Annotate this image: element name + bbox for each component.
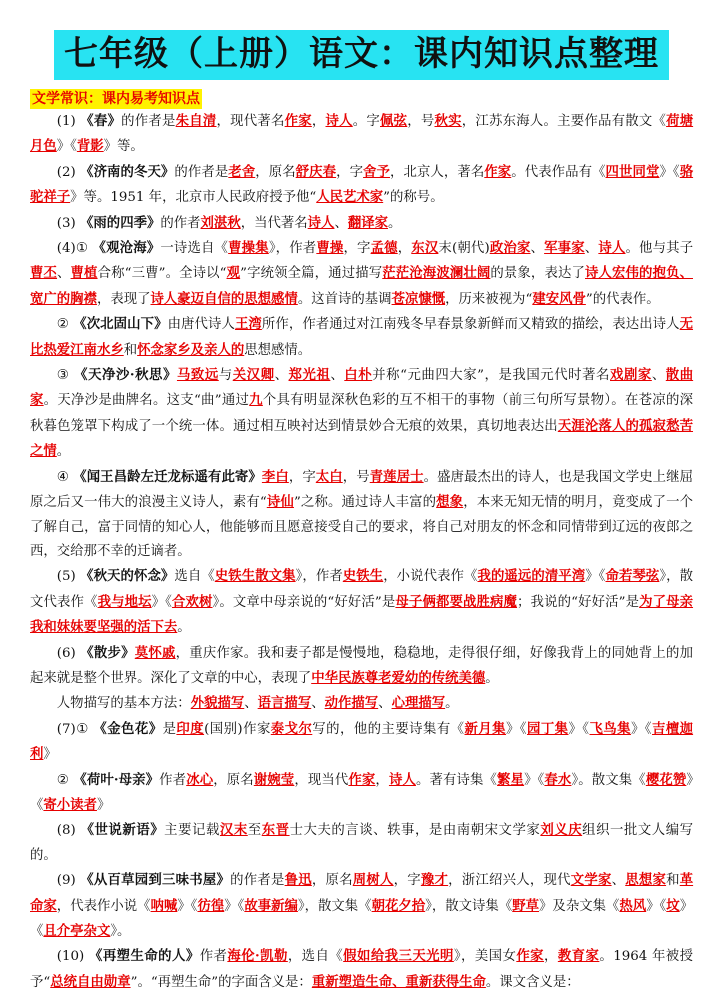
text-run: 。代表作品有《 — [511, 164, 606, 180]
key-term: 翻译家 — [347, 214, 389, 231]
text-run: ，原名 — [213, 772, 254, 788]
text-run: 》《 — [568, 721, 590, 737]
key-term: 作家 — [516, 948, 544, 965]
text-run: ，江苏东海人。主要作品有散文《 — [461, 114, 667, 129]
text-run: 》《 — [30, 898, 694, 939]
key-term: 马致远 — [176, 367, 219, 384]
text-run: 由唐代诗人 — [167, 317, 235, 333]
key-term: 曹丕 — [30, 265, 58, 282]
key-term: 作家 — [284, 113, 312, 129]
text-run: 》。文章中母亲说的“好好活”是 — [212, 594, 396, 610]
text-run: ，号 — [407, 114, 435, 129]
text-run: 末(朝代) — [438, 241, 490, 257]
text-run: ，重庆作家。我和妻子都是慢慢地，稳稳地，走得很仔细，好像我背上的同她背上的加起来就是整个世界。深化了文章的中心，表现了 — [30, 645, 694, 686]
key-term: 白朴 — [344, 367, 373, 384]
paragraph — [30, 236, 693, 312]
work-title: 《世说新语》 — [80, 822, 165, 839]
text-run: 选自《 — [174, 569, 215, 585]
key-term: 园丁集 — [527, 720, 569, 737]
key-term: 文学家 — [570, 872, 612, 889]
paragraph — [30, 768, 693, 819]
text-run: 合称“三曹”。全诗以“ — [97, 266, 227, 282]
key-term: 佩弦 — [380, 113, 408, 129]
text-run: 》《 — [224, 898, 245, 914]
text-run: ”的称号。 — [383, 190, 444, 206]
key-term: 繁星 — [497, 771, 525, 788]
text-run: ，选自《 — [287, 949, 344, 965]
text-run: 》《 — [631, 721, 652, 737]
text-run: ，北京人，著名 — [390, 164, 485, 180]
key-term: 荷塘月色 — [30, 113, 694, 155]
text-run: 、 — [274, 368, 289, 384]
key-term: 曹操 — [316, 240, 344, 257]
text-run: 。 — [485, 670, 499, 686]
text-run: 》，散文集《 — [297, 898, 372, 914]
text-run: ；我说的“好好活”是 — [517, 594, 640, 610]
key-term: 我的遥远的清平湾 — [477, 568, 586, 585]
key-term: 合欢树 — [171, 593, 213, 610]
work-title: 《雨的四季》 — [80, 214, 161, 231]
key-term: 军事家 — [544, 240, 585, 257]
key-term: 四世同堂 — [605, 163, 660, 180]
key-term: 海伦·凯勒 — [227, 948, 288, 965]
paragraph — [30, 641, 693, 692]
key-term: 秋实 — [434, 113, 462, 129]
text-run: 的作者是 — [121, 114, 176, 129]
key-term: 郑光祖 — [288, 367, 331, 384]
text-run: 》 — [43, 747, 57, 763]
key-term: 新月集 — [464, 720, 507, 737]
paragraph — [30, 818, 693, 868]
text-run: ”字统领全篇，通过描写 — [240, 266, 383, 282]
text-run: 。 — [56, 444, 71, 460]
key-term: 曹植 — [70, 265, 98, 282]
text-run: ， — [375, 772, 389, 788]
key-term: 春水 — [544, 771, 572, 788]
key-term: 老舍 — [228, 163, 256, 180]
key-term: 朝花夕拾 — [371, 897, 426, 914]
key-term: 莫怀戚 — [134, 644, 176, 661]
text-run: 。 — [177, 620, 191, 636]
text-run: (10) — [56, 949, 89, 965]
text-run: ，字 — [336, 164, 364, 180]
text-run: 》《 — [524, 772, 545, 788]
work-title: 《天净沙·秋思》 — [74, 367, 177, 384]
work-title: 《济南的冬天》 — [80, 163, 175, 180]
text-run: ，字 — [288, 469, 316, 485]
text-run: 、 — [334, 215, 348, 231]
text-run: 。这首诗的基调 — [297, 291, 392, 307]
key-term: 诗人豪迈自信的思想感情 — [150, 290, 298, 307]
key-term: 坟 — [666, 897, 680, 914]
text-run: 所作，作者通过对江南残冬早春景象新鲜而又精致的描绘，表达出诗人 — [261, 317, 680, 333]
text-run: 》。散文集《 — [571, 772, 646, 788]
text-run: (6) — [56, 645, 81, 661]
text-run: 、 — [378, 696, 392, 712]
text-run: ，号 — [342, 469, 370, 485]
key-term: 寄小读者 — [43, 796, 97, 813]
key-term: 茫茫沧海波澜壮阔 — [382, 265, 491, 282]
content-body — [30, 109, 693, 995]
section-header-row — [30, 88, 693, 109]
text-run: (8) — [56, 823, 81, 839]
text-run: 》，散文诗集《 — [425, 898, 513, 914]
text-run: ，字 — [343, 241, 371, 257]
text-run: ”之称。通过诗人丰富的 — [293, 495, 437, 511]
text-run: 主要记载 — [164, 823, 220, 839]
key-term: 思想家 — [625, 872, 667, 889]
key-term: 革命家 — [30, 872, 694, 914]
key-term: 诗人 — [388, 771, 416, 788]
key-term: 野草 — [512, 897, 540, 914]
key-term: 史铁生 — [342, 568, 384, 585]
key-term: 九 — [249, 392, 263, 409]
text-run: 、 — [330, 368, 345, 384]
key-term: 故事新编 — [244, 897, 298, 914]
text-run: 与 — [218, 368, 233, 384]
text-run: (3) — [56, 215, 81, 231]
key-term: 周树人 — [352, 872, 394, 889]
title-banner — [30, 30, 693, 80]
key-term: 母子俩都要战胜病魔 — [395, 593, 518, 610]
text-run: ， — [311, 114, 326, 129]
work-title: 《秋天的怀念》 — [80, 568, 175, 585]
key-term: 吉檀迦利 — [30, 720, 694, 763]
paragraph — [30, 465, 693, 565]
text-run: 的作者 — [160, 215, 201, 231]
text-run: ，代表作小说《 — [56, 898, 151, 914]
key-term: 苍凉慷慨 — [391, 290, 446, 307]
key-term: 汉末 — [219, 822, 248, 839]
key-term: 呐喊 — [150, 897, 178, 914]
text-run: 是 — [162, 721, 177, 737]
paragraph — [30, 211, 693, 236]
paragraph — [30, 109, 693, 160]
text-run: ② — [56, 772, 74, 788]
key-term: 我与地坛 — [97, 593, 152, 610]
text-run: 组织一批文人编写的。 — [30, 823, 694, 863]
work-title: 《次北固山下》 — [73, 316, 168, 333]
text-run: 。天净沙是曲牌名。这支“曲”通过 — [43, 393, 250, 409]
key-term: 重新塑造生命、重新获得生命 — [311, 973, 486, 990]
key-term: 且介亭杂文 — [43, 923, 111, 939]
key-term: 心理描写 — [391, 695, 446, 712]
key-term: 为了母亲我和妹妹要坚强的活下去 — [30, 593, 694, 636]
work-title: 《荷叶·母亲》 — [73, 771, 160, 788]
key-term: 王湾 — [234, 316, 262, 333]
key-term: 背影 — [76, 138, 104, 155]
text-run: 。他与其子 — [625, 241, 694, 257]
text-run: 思想感情。 — [244, 342, 312, 358]
text-run: 》 — [96, 797, 111, 813]
key-term: 樱花赞 — [645, 771, 687, 788]
text-run: 。 — [445, 696, 459, 712]
text-run: 。著有诗集《 — [415, 772, 498, 788]
key-term: 朱自清 — [175, 113, 217, 129]
key-term: 舍予 — [363, 163, 390, 180]
text-run: 写的，他的主要诗集有《 — [312, 721, 465, 737]
page-title: 七年级（上册）语文：课内知识点整理 — [54, 30, 669, 80]
key-term: 东汉 — [411, 240, 439, 257]
text-run: 。盛唐最杰出的诗人，也是我国文学史上继屈原之后又一伟大的浪漫主义诗人，素有“ — [30, 469, 694, 511]
key-term: 太白 — [315, 468, 343, 485]
text-run: 。课文含义是： — [485, 974, 580, 990]
work-title: 《观沧海》 — [92, 240, 161, 257]
key-term: 青莲居士 — [369, 468, 424, 485]
key-term: 动作描写 — [324, 695, 379, 712]
work-title: 《从百草园到三味书屋》 — [80, 872, 231, 889]
key-term: 无比热爱江南水乡 — [30, 316, 694, 358]
text-run: ， — [397, 241, 412, 257]
text-run: 的作者是 — [174, 164, 229, 180]
work-title: 《闻王昌龄左迁龙标遥有此寄》 — [73, 468, 262, 485]
text-run: 至 — [247, 823, 262, 839]
paragraph — [30, 564, 693, 640]
text-run: (1) — [56, 114, 81, 129]
key-term: 泰戈尔 — [270, 720, 313, 737]
key-term: 热风 — [619, 897, 647, 914]
text-run: ，现当代 — [294, 772, 349, 788]
key-term: 教育家 — [557, 948, 600, 965]
text-run: 、 — [57, 266, 71, 282]
text-run: 》，散文代表作《 — [30, 569, 693, 610]
text-run: 的作者是 — [230, 873, 285, 889]
text-run: 》《 — [506, 721, 527, 737]
text-run: (7)① — [56, 721, 94, 737]
key-term: 中华民族尊老爱幼的传统美德 — [311, 669, 486, 686]
paragraph — [30, 868, 693, 944]
text-run: ，现代著名 — [216, 114, 285, 129]
text-run: 。1964 年被授予“ — [30, 949, 694, 990]
text-run: (国别)作家 — [204, 721, 271, 737]
work-title: 《春》 — [80, 113, 122, 129]
text-run: ，小说代表作《 — [383, 569, 478, 585]
text-run: (2) — [56, 164, 81, 180]
text-run: 和 — [666, 873, 680, 889]
key-term: 飞鸟集 — [589, 720, 632, 737]
text-run: ④ — [56, 469, 74, 485]
key-term: 政治家 — [489, 240, 531, 257]
text-run: 个具有明显深秋色彩的互不相干的事物（前三句所写景物）。在苍凉的深秋暮色笼罩下构成了一个统一体。通过相互映衬达到情景妙合无痕的效果，真切地表达出 — [30, 393, 693, 434]
text-run: 》，作者 — [268, 241, 317, 257]
key-term: 人民艺术家 — [316, 189, 384, 206]
text-run: (4)① — [56, 241, 93, 257]
work-title: 《散步》 — [80, 644, 135, 661]
key-term: 印度 — [176, 720, 205, 737]
key-term: 命若琴弦 — [605, 568, 660, 585]
key-term: 语言描写 — [257, 695, 312, 712]
text-run: 、 — [584, 241, 599, 257]
text-run: 的景象，表达了 — [490, 266, 585, 282]
text-run: ，当代著名 — [240, 215, 308, 231]
key-term: 彷徨 — [197, 897, 225, 914]
work-title: 《再塑生命的人》 — [89, 948, 200, 965]
paragraph — [30, 691, 693, 716]
key-term: 总统自由勋章 — [50, 973, 131, 990]
text-run: (9) — [56, 873, 81, 889]
text-run: ”的代表作。 — [585, 291, 660, 307]
text-run: 。 — [388, 215, 402, 231]
work-title: 《金色花》 — [93, 720, 163, 737]
key-term: 诗人宏伟的抱负、宽广的胸襟 — [30, 265, 693, 307]
paragraph — [30, 312, 693, 363]
text-run: ，原名 — [311, 873, 353, 889]
text-run: 》《 — [56, 139, 77, 155]
key-term: 想象 — [436, 494, 464, 511]
text-run: ② — [56, 317, 74, 333]
key-term: 孟德 — [370, 240, 398, 257]
section-heading: 文学常识：课内易考知识点 — [32, 91, 200, 107]
text-run: 、 — [311, 696, 325, 712]
key-term: 豫才 — [420, 872, 449, 889]
key-term: 舒庆春 — [295, 163, 337, 180]
text-run: ，本来无知无情的明月，竟变成了一个了解自己，富于同情的知心人，他能够而且愿意接受自己的要求，将自己对朋友的怀念和同情带到辽远的夜郎之西，交给那不幸的迁谪者。 — [30, 495, 694, 559]
text-run: 。字 — [352, 114, 380, 129]
key-term: 外貌描写 — [190, 695, 245, 712]
text-run: 》《 — [151, 594, 172, 610]
text-run: 》《 — [659, 164, 680, 180]
text-run: ”。“再塑生命”的字面含义是： — [130, 974, 312, 990]
text-run: ，浙江绍兴人，现代 — [448, 873, 571, 889]
text-run: 》，美国女 — [453, 949, 517, 965]
key-term: 天涯沦落人的孤寂愁苦之情 — [30, 417, 694, 460]
key-term: 观 — [226, 265, 241, 282]
key-term: 鲁迅 — [284, 872, 312, 889]
text-run: ，字 — [393, 873, 421, 889]
key-term: 诗人 — [325, 113, 353, 129]
text-run: 》及杂文集《 — [539, 898, 620, 914]
text-run: 》，作者 — [295, 569, 343, 585]
text-run: 、 — [530, 241, 545, 257]
key-term: 作家 — [484, 163, 512, 180]
text-run: 》等。1951 年，北京市人民政府授予他“ — [70, 190, 317, 206]
key-term: 建安风骨 — [532, 290, 586, 307]
text-run: 》《 — [30, 772, 694, 813]
paragraph — [30, 944, 693, 995]
key-term: 曹操集 — [228, 240, 269, 257]
text-run: ，原名 — [255, 164, 296, 180]
paragraph — [30, 717, 693, 768]
key-term: 史铁生散文集 — [214, 568, 296, 585]
text-run: 作者 — [159, 772, 187, 788]
key-term: 诗人 — [307, 214, 335, 231]
text-run: 》《 — [585, 569, 606, 585]
text-run: (5) — [56, 569, 81, 585]
text-run: ③ — [56, 368, 75, 384]
paragraph — [30, 160, 693, 211]
key-term: 怀念家乡及亲人的 — [137, 341, 245, 358]
key-term: 刘义庆 — [540, 822, 583, 839]
key-term: 诗人 — [598, 240, 626, 257]
text-run: 一诗选自《 — [160, 241, 229, 257]
text-run: 、 — [651, 368, 666, 384]
text-run: 》。 — [110, 924, 131, 939]
text-run: ，表现了 — [96, 291, 151, 307]
key-term: 刘湛秋 — [200, 214, 241, 231]
text-run: 和 — [123, 342, 138, 358]
key-term: 戏剧家 — [610, 367, 652, 384]
text-run: 士大夫的言谈、轶事，是由南朝宋文学家 — [289, 823, 541, 839]
key-term: 诗仙 — [266, 494, 294, 511]
key-term: 假如给我三天光明 — [343, 948, 454, 965]
key-term: 散曲家 — [30, 367, 694, 409]
text-run: 、 — [244, 696, 258, 712]
text-run: ， — [544, 949, 558, 965]
text-run: 》《 — [646, 898, 667, 914]
key-term: 李白 — [261, 468, 289, 485]
key-term: 作家 — [348, 771, 376, 788]
text-run: 》《 — [177, 898, 198, 914]
key-term: 东晋 — [261, 822, 290, 839]
text-run: 并称“元曲四大家”，是我国元代时著名 — [372, 368, 610, 384]
text-run: 、 — [611, 873, 626, 889]
key-term: 谢婉莹 — [253, 771, 295, 788]
text-run: 作者 — [199, 949, 228, 965]
text-run: 》等。 — [103, 139, 144, 155]
key-term: 骆驼祥子 — [30, 163, 694, 206]
key-term: 冰心 — [186, 771, 214, 788]
text-run: 人物描写的基本方法： — [56, 696, 191, 712]
paragraph — [30, 363, 693, 465]
text-run: ，历来被视为“ — [445, 291, 533, 307]
key-term: 关汉卿 — [232, 367, 275, 384]
